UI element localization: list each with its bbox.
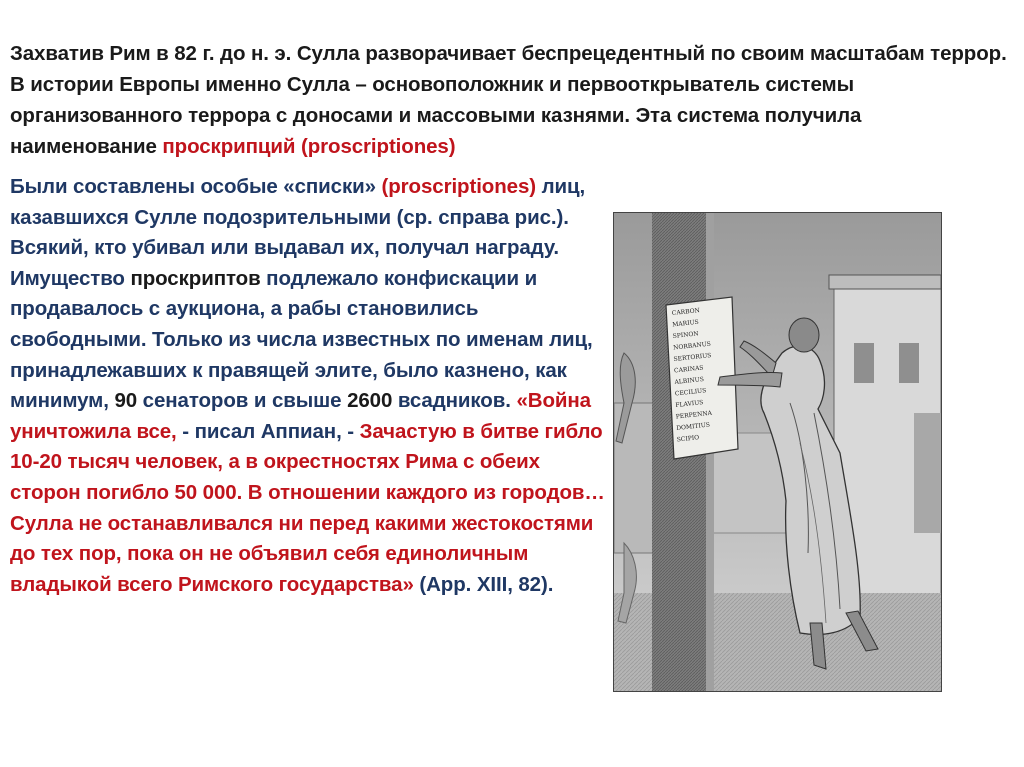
citation: (Арр. XIII, 82). [413,572,554,596]
body-text-5: всадников. [392,389,517,413]
riders-count: 2600 [347,389,393,413]
senators-count: 90 [114,389,138,413]
body-term-red: (proscriptiones) [381,175,536,198]
body-text-2: лиц, казавшихся Сулле подозрительными (ср. справа рис.). Всякий, кто убивал или выдавал их, получал награду. Имущество [10,175,586,290]
proscription-engraving-image [613,212,942,692]
appian-quote-2: Зачастую в битве гибло 10-20 тысяч человек, а в окрестностях Рима с обеих сторон погибло 50 000. В отношении каждого из городов… Сулла не останавливался ни перед какими жестокостями до тех пор, пока он не объявил себя единоличным владыкой всего Римского государства» [10,419,605,596]
list-name: SERTORIUS [673,352,712,363]
list-name: SCIPIO [676,434,700,444]
building-cornice [829,275,941,289]
list-name: CARBON [671,307,701,317]
list-name: CARINAS [673,364,704,375]
building-column [914,413,941,533]
list-name: CECILIUS [674,387,707,398]
list-name: FLAVIUS [675,399,704,409]
list-name: DOMITIUS [675,421,711,432]
appian-quote-1: «Война уничтожила все, [10,389,591,443]
body-text-1: Были составлены особые «списки» [10,175,382,198]
citizen-head [789,318,819,352]
building-window-1 [854,343,874,383]
intro-highlight-term: проскрипций (proscriptiones) [162,135,456,158]
list-name: PERPENNA [675,409,713,421]
list-name: MARIUS [671,318,700,329]
main-paragraph [10,172,610,600]
building-window-2 [899,343,919,383]
engraving-illustration [614,213,941,691]
list-name: ALBINUS [674,375,705,386]
list-name: SPINON [672,330,699,340]
body-text-4: сенаторов и свыше [137,389,348,413]
list-name: NORBANUS [672,340,712,352]
intro-text: Захватив Рим в 82 г. до н. э. Сулла разворачивает беспрецедентный по своим масштабам террор. В истории Европы именно Сулла – основоположник и первооткрыватель системы организованного террора с доносами и массовыми казнями. Эта система получила наименование [10,42,1007,158]
body-text-6: - писал Аппиан, - [176,419,360,443]
body-text-3: подлежало конфискации и продавалось с аукциона, а рабы становились свободными. Только из числа известных по именам лиц, принадлежавших к правящей элите, было казнено, как минимум, [10,266,593,413]
intro-paragraph [10,38,1010,162]
body-term-proscripts: проскриптов [130,266,261,290]
